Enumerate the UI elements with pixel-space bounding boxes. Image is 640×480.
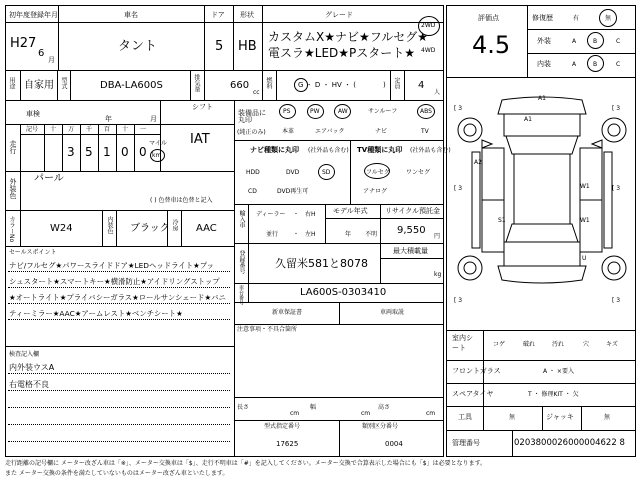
height-unit: cm [426, 410, 436, 417]
mileage-digit-header-1: 十 [50, 126, 57, 133]
import-parallel: 並行 [266, 231, 279, 238]
equip-ps: PS [283, 108, 291, 115]
import-dot-1: ・ [293, 211, 300, 218]
class-number-value: 0004 [385, 440, 403, 448]
equip-airbag: エアバック [315, 128, 345, 135]
height-label: 高さ [378, 404, 391, 411]
mgmt-number-label: 管理番号 [452, 439, 480, 447]
diagram-label-w1-right: W1 [580, 183, 590, 190]
model-value: DBA-LA600S [100, 80, 163, 91]
equip-sunroof: サンルーフ [368, 108, 398, 115]
mileage-label: 走行 [9, 140, 17, 154]
jack-value: 無 [604, 414, 611, 421]
interior-color-value: ブラック [130, 223, 170, 234]
tv-oneseg: ワンセグ [406, 169, 431, 176]
type-designation-value: 17625 [276, 440, 299, 448]
equipment-label: 装備品に丸印 [238, 109, 266, 124]
equip-navi: ナビ [375, 128, 388, 135]
exterior-grade-label: 外装 [537, 37, 551, 45]
diagram-label-a2: A2 [474, 159, 482, 166]
mileage-digit-header-2: 万 [68, 126, 75, 133]
grade-label: グレード [325, 11, 353, 19]
ac-label: 冷房 [171, 219, 178, 231]
diagram-bracket-br: [ 3 [612, 297, 621, 304]
interior-grade-label: 内装 [537, 60, 551, 68]
width-label: 幅 [310, 404, 317, 411]
fuel-close: ) [383, 81, 386, 89]
tv-analog: アナログ [363, 188, 388, 195]
import-dealer: ディーラー [256, 211, 286, 218]
navi-cd: CD [248, 188, 257, 195]
chassis-label: 車台番号 [238, 285, 244, 305]
sales-point-label: セールスポイント [9, 249, 57, 256]
footer-note-2: また メーター交換の条件を満たしていないものはメーター改ざん車といたします。 [5, 470, 229, 477]
inspector-line2: 右電格不良 [9, 380, 49, 389]
mgmt-number-value: 0203800026000004622 8 [514, 438, 625, 448]
footer-note-1: 走行距離の記号欄に メーター改ざん車は「※」、メーター交換車は「$」、走行不明車は「#」を記入してください。メーター交換で合算表示した場合にも「$」は必要となります。 [5, 460, 487, 467]
displacement-label: 排気量 [193, 74, 200, 92]
equip-aw: AW [338, 108, 348, 115]
diagram-bracket-bl: [ 3 [454, 297, 463, 304]
capacity-value: 4 [418, 80, 425, 91]
recycle-unit: 円 [434, 233, 441, 240]
model-year-label: モデル年式 [333, 207, 368, 215]
exterior-grade-c: C [616, 38, 621, 45]
import-label: 輸入車 [238, 210, 245, 228]
door-value: 5 [215, 39, 224, 54]
import-dot-2: ・ [293, 231, 300, 238]
fuel-label: 燃料 [265, 77, 272, 89]
length-unit: cm [290, 410, 300, 417]
mileage-digit-header-4: 百 [104, 126, 111, 133]
sales-point-line1: ナビ/フルセグ★パワースライドドア★LEDヘッドライト★プッ [9, 261, 214, 270]
inspection-month-label: 月 [150, 115, 157, 123]
max-load-label: 最大積載量 [393, 247, 428, 255]
navi-dvd-play: DVD再生可 [277, 188, 309, 195]
mileage-digit-header-3: 千 [86, 126, 93, 133]
tools-value: 無 [509, 414, 516, 421]
diagram-label-w1-lower: W1 [580, 217, 590, 224]
ac-value: AAC [196, 223, 217, 234]
width-unit: cm [361, 410, 371, 417]
seat-option-yabure: 破れ [523, 341, 536, 348]
chassis-value: LA600S-0303410 [300, 287, 387, 298]
shape-value: HB [238, 39, 257, 54]
interior-grade-c: C [616, 61, 621, 68]
mileage-digit-header-6: 一 [140, 126, 147, 133]
equip-abs: ABS [420, 108, 432, 115]
interior-color-label: 内装色 [106, 216, 113, 234]
repair-label: 修復歴 [532, 14, 553, 22]
navi-note: (社外品も含む) [308, 147, 349, 154]
navi-dvd: DVD [286, 169, 300, 176]
reg-year-label: 初年度登録年月 [9, 11, 58, 19]
tv-note: (社外品も含む) [410, 147, 451, 154]
drive-4wd: 4WD [421, 47, 436, 54]
car-name-value: タント [118, 39, 158, 54]
reg-month-value: 6 [38, 48, 45, 59]
equip-leather: 本革 [282, 128, 295, 135]
grade-line1: カスタムX★ナビ★フルセグ★ [268, 30, 429, 44]
color-no-value: W24 [50, 223, 73, 234]
mileage-digit-2: 5 [85, 145, 93, 159]
exterior-grade-b: B [593, 38, 598, 45]
sales-point-line2: シュスタート★スマートキー★横滑防止★アイドリングストップ [9, 277, 220, 286]
equipment-sub-label: (純正のみ) [237, 129, 266, 136]
score-value: 4.5 [472, 31, 511, 59]
mileage-unit-mile: マイル [149, 140, 167, 147]
seat-option-ana: 穴 [583, 341, 590, 348]
tv-title: TV種類に丸印 [357, 146, 403, 154]
exterior-color-value: パール [34, 173, 64, 184]
mileage-digit-3: 1 [103, 145, 111, 159]
class-number-label: 類別区分番号 [362, 423, 399, 430]
repair-yes: 有 [573, 15, 580, 22]
diagram-bracket-ml: [ 3 [454, 185, 463, 192]
diagram-bracket-mr: [ 3 [612, 185, 621, 192]
recycle-value: 9,550 [397, 225, 426, 236]
score-label: 評価点 [478, 14, 499, 22]
windshield-label: フロントガラス [452, 367, 501, 375]
mileage-digit-header-5: 十 [122, 126, 129, 133]
diagram-label-u: U [582, 255, 587, 262]
navi-sd: SD [322, 169, 331, 176]
inspection-label: 車検 [26, 110, 40, 118]
car-damage-diagram [452, 92, 632, 320]
diagram-label-a1-top: A1 [538, 95, 546, 102]
model-year-unit: 年 [345, 231, 352, 238]
plate-label: 登録番号 [238, 250, 245, 274]
exterior-color-label: 外装色 [9, 178, 17, 199]
model-label: 型式 [60, 77, 67, 89]
reg-year-value: H27 [10, 36, 37, 51]
diagram-label-a1-upper: A1 [524, 116, 532, 123]
mileage-digit-4: 0 [121, 145, 129, 159]
plate-value: 久留米581と8078 [275, 257, 368, 270]
drive-2wd: 2WD [421, 22, 436, 29]
diagram-label-s1: S1 [498, 217, 506, 224]
sales-point-line4: ティーミラー★AAC★アームレスト★ベンチシート★ [9, 309, 183, 318]
jack-label: ジャッキ [546, 413, 574, 421]
color-no-label: カラーNo [8, 216, 15, 243]
spare-tire-label: スペアタイヤ [452, 390, 494, 398]
length-label: 長さ [237, 404, 250, 411]
mileage-digit-header-0: 記号 [26, 126, 39, 133]
seat-option-yogore: 汚れ [552, 341, 565, 348]
windshield-value: A ・ ×要入 [543, 368, 574, 375]
recycle-label: リサイクル預託金 [385, 207, 441, 215]
diagram-bracket-tr: [ 3 [612, 105, 621, 112]
fuel-options: G ・ D ・ HV ・ ( [298, 81, 356, 89]
navi-title: ナビ種類に丸印 [250, 146, 299, 154]
mileage-unit-km: km [152, 152, 162, 159]
inspector-line1: 内外装ウスA [9, 363, 55, 372]
seat-label: 室内シート [452, 334, 473, 352]
manual: 車両取説 [380, 309, 405, 316]
shape-label: 形状 [240, 11, 254, 19]
capacity-unit: 人 [434, 89, 441, 96]
mileage-digit-1: 3 [67, 145, 75, 159]
month-unit: 月 [48, 56, 55, 64]
use-value: 自家用 [24, 80, 54, 91]
tools-label: 工具 [458, 413, 472, 421]
model-year-unknown: 不明 [365, 231, 378, 238]
seat-option-kizu: キズ [606, 341, 618, 348]
car-name-label: 車名 [124, 11, 138, 19]
navi-hdd: HDD [246, 169, 260, 176]
door-label: ドア [211, 11, 225, 19]
caution-label: 注意事項・不具合箇所 [237, 326, 298, 333]
displacement-value: 660 [230, 80, 250, 91]
inspector-label: 検査記入欄 [9, 351, 40, 358]
import-right-hand: 右H [305, 211, 316, 218]
exterior-color-note: ( ) 色替車は色替と記入 [150, 197, 213, 204]
type-designation-label: 型式指定番号 [264, 423, 301, 430]
shift-value: IAT [190, 132, 210, 147]
equip-tv: TV [421, 128, 429, 135]
use-label: 用途 [8, 77, 15, 89]
new-car-warranty: 新車保証書 [272, 309, 303, 316]
spare-tire-value: T ・ 修理KIT ・ 欠 [528, 391, 579, 398]
interior-grade-a: A [572, 61, 577, 68]
import-left-hand: 左H [305, 231, 316, 238]
max-load-unit: kg [434, 271, 442, 278]
inspection-year-label: 年 [105, 115, 112, 123]
tv-fullseg: フルセグ [366, 169, 390, 176]
shift-label: シフト [192, 103, 213, 111]
capacity-label: 定員 [393, 77, 400, 89]
equip-pw: PW [310, 108, 320, 115]
mileage-digit-5: 0 [139, 145, 147, 159]
exterior-grade-a: A [572, 38, 577, 45]
interior-grade-b: B [593, 61, 598, 68]
displacement-unit: cc [253, 89, 260, 96]
sales-point-line3: ★オートライト★プライバシーガラス★ロールサンシェード★バニ [9, 293, 226, 302]
repair-no: 無 [605, 15, 612, 22]
grade-line2: 電スラ★LED★Pスタート★ [268, 46, 416, 60]
seat-option-koge: コゲ [493, 341, 506, 348]
diagram-bracket-tl: [ 3 [454, 105, 463, 112]
